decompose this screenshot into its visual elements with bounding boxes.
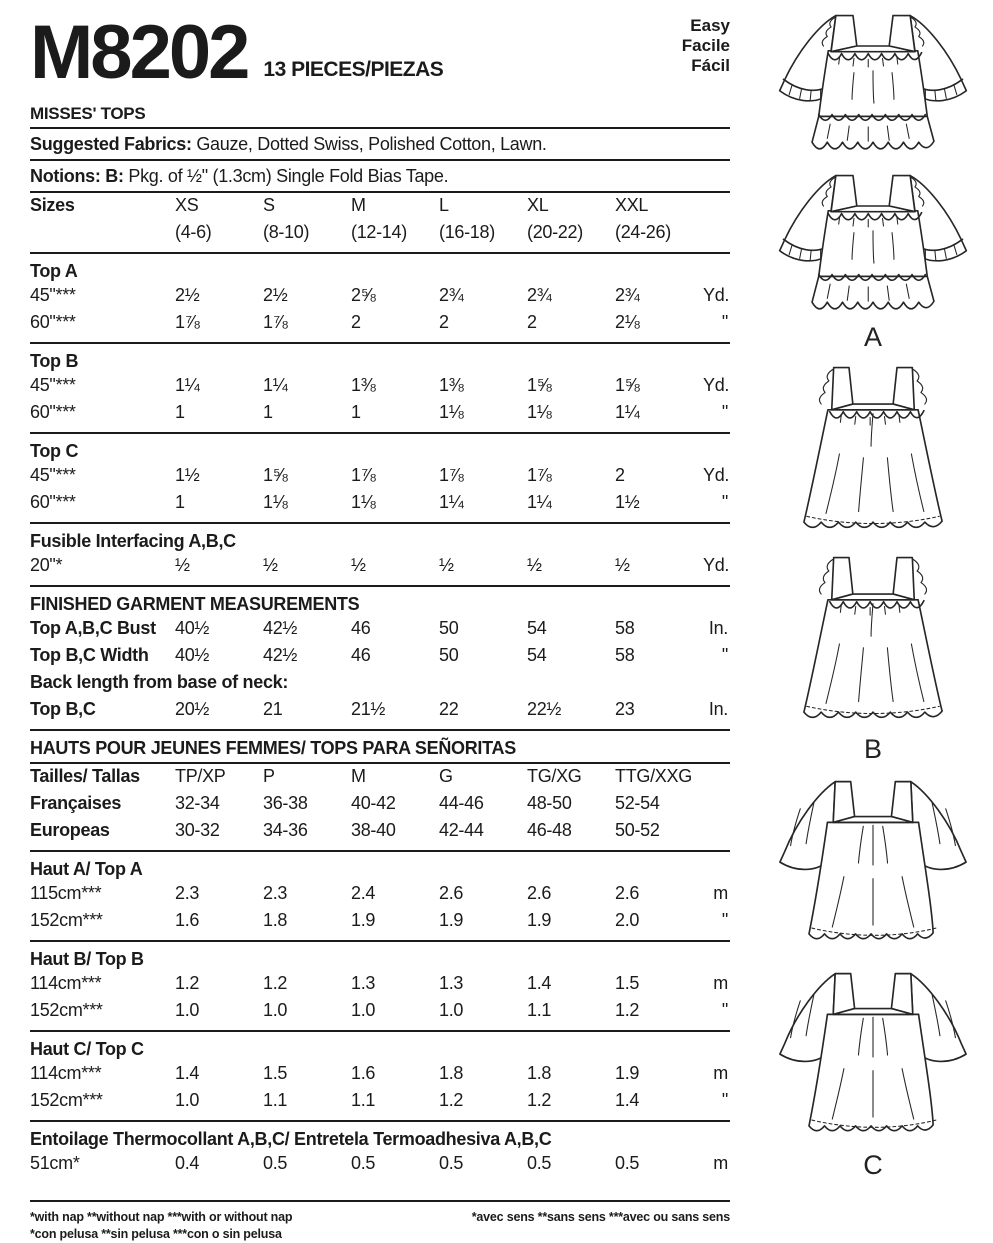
row-value: 20½ (175, 699, 210, 719)
row-value: 22 (439, 699, 459, 719)
row-value: 1.9 (439, 910, 464, 930)
divider (30, 252, 730, 254)
row-value: 40½ (175, 645, 210, 665)
row-unit: " (721, 492, 728, 512)
row-label: Françaises (30, 793, 122, 813)
row-value: 2 (615, 465, 625, 485)
divider (30, 850, 730, 852)
row-value: 2.6 (615, 883, 640, 903)
row-value: TTG/XXG (615, 766, 692, 786)
table-row (30, 1090, 730, 1117)
view-c-label: C (863, 1150, 883, 1180)
row-value: 1¼ (527, 492, 552, 512)
row-value: 1¼ (263, 375, 288, 395)
garment-type-title: MISSES' TOPS (30, 104, 146, 123)
row-value: 2.3 (175, 883, 200, 903)
row-value: 2½ (263, 285, 288, 305)
row-value: 1.0 (439, 1000, 464, 1020)
row-unit: Yd. (703, 285, 730, 305)
section-title-text: Top C (30, 441, 79, 461)
row-value: 1.5 (263, 1063, 288, 1083)
divider (30, 191, 730, 193)
row-value: 2.6 (439, 883, 464, 903)
row-label: 20"* (30, 555, 63, 575)
row-value: 1⅝ (527, 375, 552, 395)
row-value: 1¼ (615, 402, 640, 422)
pieces-count: 13 PIECES/PIEZAS (263, 58, 444, 81)
row-value: 1.6 (175, 910, 200, 930)
row-label: 60"*** (30, 402, 76, 422)
row-value: 2 (351, 312, 361, 332)
row-value: 1½ (615, 492, 640, 512)
top-a-back-illustration (760, 166, 986, 326)
row-value: 2⅛ (615, 312, 640, 332)
table-row (30, 555, 730, 582)
table-row (30, 465, 730, 492)
row-value: 46-48 (527, 820, 572, 840)
row-value: 1.0 (263, 1000, 288, 1020)
row-label: 152cm*** (30, 1000, 103, 1020)
row-unit: m (713, 1153, 728, 1173)
row-label: Top B,C Width (30, 645, 149, 665)
row-value: 1⅞ (439, 465, 464, 485)
section-title-row (30, 437, 730, 465)
row-value: 1.0 (351, 1000, 376, 1020)
view-b-label: B (863, 734, 882, 764)
difficulty-fr: Facile (681, 36, 730, 55)
row-value: 1.1 (527, 1000, 552, 1020)
row-value: 1¼ (175, 375, 200, 395)
row-value: ½ (351, 555, 366, 575)
row-unit: Yd. (703, 465, 730, 485)
row-value: S (263, 195, 275, 215)
row-value: 1.5 (615, 973, 640, 993)
row-value: 54 (527, 645, 547, 665)
row-label: Top A,B,C Bust (30, 618, 156, 638)
row-value: 1.9 (615, 1063, 640, 1083)
table-row (30, 910, 730, 937)
footnotes-left (30, 1209, 292, 1243)
table-row (30, 222, 730, 249)
section-title-row (30, 590, 730, 618)
row-value: M (351, 195, 366, 215)
row-unit: " (721, 645, 728, 665)
table-row (30, 699, 730, 726)
row-unit: m (713, 883, 728, 903)
row-unit: " (721, 1000, 728, 1020)
top-c-back-illustration (760, 962, 986, 1154)
row-value: 2½ (175, 285, 200, 305)
metric-table-title (30, 734, 730, 762)
row-value: ½ (615, 555, 630, 575)
row-value: 54 (527, 618, 547, 638)
row-label: 60"*** (30, 312, 76, 332)
row-value: 1⅞ (527, 465, 552, 485)
row-value: 1.9 (527, 910, 552, 930)
row-unit: Yd. (703, 555, 730, 575)
garment-illustrations (757, 4, 989, 1186)
row-value: 1.4 (175, 1063, 200, 1083)
row-value: 1¼ (439, 492, 464, 512)
row-value: 0.5 (527, 1153, 552, 1173)
row-value: 50-52 (615, 820, 660, 840)
row-unit: m (713, 973, 728, 993)
row-value: 58 (615, 645, 635, 665)
row-value: 2¾ (615, 285, 640, 305)
table-row (30, 402, 730, 429)
row-label: Top B,C (30, 699, 96, 719)
section-title-text: Haut C/ Top C (30, 1039, 144, 1059)
row-value: 1.2 (263, 973, 288, 993)
row-value: 1⅛ (351, 492, 376, 512)
row-value: 1.4 (615, 1090, 640, 1110)
table-row (30, 492, 730, 519)
table-row (30, 1063, 730, 1090)
row-label: Back length from base of neck: (30, 672, 289, 692)
row-value: 0.5 (351, 1153, 376, 1173)
row-value: XL (527, 195, 549, 215)
row-label: 45"*** (30, 285, 76, 305)
footnote-french: *avec sens **sans sens ***avec ou sans sens (471, 1210, 730, 1224)
imperial-yardage-table (30, 195, 730, 731)
row-value: XS (175, 195, 199, 215)
row-value: 0.5 (263, 1153, 288, 1173)
section-title-row (30, 347, 730, 375)
row-value: 42½ (263, 645, 298, 665)
section-title-row (30, 1125, 730, 1153)
row-value: 1.8 (439, 1063, 464, 1083)
row-value: 1⅞ (175, 312, 200, 332)
row-label: 51cm* (30, 1153, 80, 1173)
row-value: 1⅞ (263, 312, 288, 332)
notions-text: Pkg. of ½" (1.3cm) Single Fold Bias Tape. (123, 166, 449, 186)
row-value: 2.6 (527, 883, 552, 903)
row-value: 21½ (351, 699, 386, 719)
row-value: 1.1 (351, 1090, 376, 1110)
row-value: 2 (527, 312, 537, 332)
row-value: M (351, 766, 366, 786)
footnote-spanish: *con pelusa **sin pelusa ***con o sin pelusa (30, 1227, 282, 1241)
section-title-text: Entoilage Thermocollant A,B,C/ Entretela Termoadhesiva A,B,C (30, 1129, 552, 1149)
row-label: 45"*** (30, 375, 76, 395)
view-a-label: A (863, 322, 882, 352)
row-value: 0.5 (439, 1153, 464, 1173)
row-value: 1 (175, 402, 185, 422)
divider (30, 1120, 730, 1122)
row-value: (8-10) (263, 222, 310, 242)
row-value: 2⅝ (351, 285, 376, 305)
suggested-fabrics-label: Suggested Fabrics: (30, 134, 192, 154)
metric-title-text: HAUTS POUR JEUNES FEMMES/ TOPS PARA SEÑORITAS (30, 738, 516, 758)
row-value: 1.0 (175, 1000, 200, 1020)
section-title-row (30, 1035, 730, 1063)
row-value: (4-6) (175, 222, 212, 242)
row-value: 30-32 (175, 820, 220, 840)
row-value: 1⅝ (263, 465, 288, 485)
row-value: 1.6 (351, 1063, 376, 1083)
row-unit: Yd. (703, 375, 730, 395)
row-value: P (263, 766, 275, 786)
row-label: 152cm*** (30, 910, 103, 930)
row-label: Tailles/ Tallas (30, 766, 140, 786)
row-value: 2.0 (615, 910, 640, 930)
divider (30, 762, 730, 764)
row-value: 1.1 (263, 1090, 288, 1110)
top-a-front-illustration (760, 6, 986, 166)
row-value: 58 (615, 618, 635, 638)
divider (30, 342, 730, 344)
suggested-fabrics-line (30, 129, 730, 159)
row-value: 2¾ (527, 285, 552, 305)
section-title-row (30, 945, 730, 973)
row-value: (20-22) (527, 222, 583, 242)
row-value: 1⅜ (439, 375, 464, 395)
row-unit: In. (708, 618, 728, 638)
row-value: 1.8 (527, 1063, 552, 1083)
row-value: 32-34 (175, 793, 220, 813)
row-value: 1.8 (263, 910, 288, 930)
row-value: 1⅛ (527, 402, 552, 422)
row-value: 40-42 (351, 793, 396, 813)
section-title-text: Top A (30, 261, 78, 281)
row-value: XXL (615, 195, 649, 215)
row-unit: " (721, 1090, 728, 1110)
row-unit: " (721, 402, 728, 422)
row-value: 23 (615, 699, 635, 719)
row-value: 0.4 (175, 1153, 200, 1173)
table-row (30, 285, 730, 312)
table-row (30, 820, 730, 847)
yardage-panel (30, 0, 730, 1243)
notions-label: Notions: B: (30, 166, 124, 186)
row-value: 44-46 (439, 793, 484, 813)
top-b-front-illustration (760, 358, 986, 548)
divider (30, 729, 730, 731)
row-value: 52-54 (615, 793, 660, 813)
row-value: 2.3 (263, 883, 288, 903)
difficulty-es: Fácil (691, 56, 730, 75)
row-value: 1⅞ (351, 465, 376, 485)
difficulty-badge (682, 16, 730, 76)
row-value: 50 (439, 618, 459, 638)
row-label: 115cm*** (30, 883, 102, 903)
table-row (30, 793, 730, 820)
row-value: 46 (351, 645, 371, 665)
row-value: 22½ (527, 699, 562, 719)
table-row (30, 672, 730, 699)
row-label: 114cm*** (30, 973, 102, 993)
row-value: 1.0 (175, 1090, 200, 1110)
row-value: (24-26) (615, 222, 671, 242)
suggested-fabrics-text: Gauze, Dotted Swiss, Polished Cotton, Lawn. (191, 134, 547, 154)
divider (30, 522, 730, 524)
row-label: Europeas (30, 820, 110, 840)
table-row (30, 973, 730, 1000)
row-value: 1⅝ (615, 375, 640, 395)
section-title-text: Top B (30, 351, 79, 371)
row-value: G (439, 766, 453, 786)
row-value: 1 (263, 402, 273, 422)
table-row (30, 766, 730, 793)
table-row (30, 195, 730, 222)
row-value: 1.2 (615, 1000, 640, 1020)
table-row (30, 618, 730, 645)
row-unit: m (713, 1063, 728, 1083)
row-value: ½ (175, 555, 190, 575)
row-value: 1.2 (175, 973, 200, 993)
row-value: 1 (351, 402, 361, 422)
row-value: TG/XG (527, 766, 582, 786)
section-title-text: Fusible Interfacing A,B,C (30, 531, 236, 551)
row-value: 1⅜ (351, 375, 376, 395)
row-label: 45"*** (30, 465, 76, 485)
row-value: 46 (351, 618, 371, 638)
row-label: 60"*** (30, 492, 76, 512)
row-value: 34-36 (263, 820, 308, 840)
divider (30, 1030, 730, 1032)
divider (30, 940, 730, 942)
row-value: TP/XP (175, 766, 226, 786)
row-value: 42½ (263, 618, 298, 638)
row-value: ½ (527, 555, 542, 575)
divider (30, 1200, 730, 1202)
row-unit: " (721, 312, 728, 332)
row-value: 1 (175, 492, 185, 512)
table-row (30, 1000, 730, 1027)
footnote-english: *with nap **without nap ***with or without nap (30, 1210, 293, 1224)
row-label: 114cm*** (30, 1063, 102, 1083)
table-row (30, 312, 730, 339)
row-value: 48-50 (527, 793, 572, 813)
row-value: 0.5 (615, 1153, 640, 1173)
row-value: 1⅛ (439, 402, 464, 422)
row-value: 40½ (175, 618, 210, 638)
row-unit: " (721, 910, 728, 930)
row-value: 1.2 (439, 1090, 464, 1110)
notions-line (30, 161, 730, 191)
top-c-front-illustration (760, 770, 986, 962)
table-row (30, 645, 730, 672)
row-value: L (439, 195, 449, 215)
section-title-text: Haut B/ Top B (30, 949, 144, 969)
section-title-row (30, 527, 730, 555)
divider (30, 432, 730, 434)
row-value: ½ (439, 555, 454, 575)
divider (30, 585, 730, 587)
row-label: 152cm*** (30, 1090, 103, 1110)
section-title-row (30, 855, 730, 883)
metric-yardage-table (30, 766, 730, 1202)
row-value: ½ (263, 555, 278, 575)
row-value: 50 (439, 645, 459, 665)
row-value: 21 (263, 699, 283, 719)
table-row (30, 1153, 730, 1180)
row-value: 1.3 (439, 973, 464, 993)
row-value: (12-14) (351, 222, 407, 242)
row-value: 1.3 (351, 973, 376, 993)
row-value: 38-40 (351, 820, 396, 840)
table-row (30, 883, 730, 910)
row-value: 2 (439, 312, 449, 332)
footnotes (30, 1209, 730, 1243)
row-value: 1⅛ (263, 492, 288, 512)
pattern-number: M8202 (30, 10, 248, 96)
row-value: 1.2 (527, 1090, 552, 1110)
row-value: 36-38 (263, 793, 308, 813)
section-title-text: Haut A/ Top A (30, 859, 143, 879)
table-row (30, 375, 730, 402)
top-b-back-illustration (760, 548, 986, 738)
row-value: 2¾ (439, 285, 464, 305)
difficulty-en: Easy (690, 16, 730, 35)
row-value: 42-44 (439, 820, 484, 840)
section-title-row (30, 257, 730, 285)
row-unit: In. (708, 699, 728, 719)
section-title-text: FINISHED GARMENT MEASUREMENTS (30, 594, 360, 614)
row-value: (16-18) (439, 222, 495, 242)
row-value: 1.4 (527, 973, 552, 993)
row-value: 2.4 (351, 883, 376, 903)
row-label: Sizes (30, 195, 75, 215)
row-value: 1½ (175, 465, 200, 485)
row-value: 1.9 (351, 910, 376, 930)
masthead (30, 0, 730, 96)
